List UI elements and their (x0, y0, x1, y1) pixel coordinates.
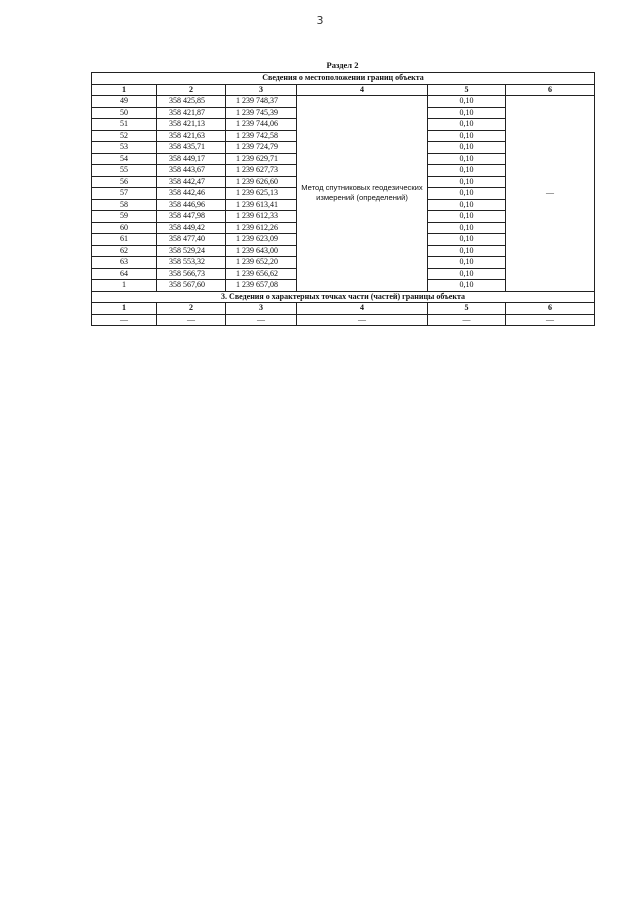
accuracy-cell: 0,10 (428, 234, 506, 246)
x-coordinate-cell: 358 442,46 (157, 188, 226, 200)
point-number-cell: 57 (92, 188, 157, 200)
x-coordinate-cell: 358 442,47 (157, 176, 226, 188)
y-coordinate-cell: 1 239 612,26 (226, 222, 297, 234)
column-header: 2 (157, 84, 226, 96)
column-header: 2 (157, 303, 226, 315)
column-header: 4 (297, 84, 428, 96)
accuracy-cell: 0,10 (428, 153, 506, 165)
y-coordinate-cell: 1 239 627,73 (226, 165, 297, 177)
column-header: 5 (428, 303, 506, 315)
column-header: 3 (226, 84, 297, 96)
accuracy-cell: 0,10 (428, 142, 506, 154)
column-header-row (92, 84, 595, 96)
x-coordinate-cell: 358 566,73 (157, 268, 226, 280)
x-coordinate-cell: 358 567,60 (157, 280, 226, 292)
x-coordinate-cell: 358 421,63 (157, 130, 226, 142)
y-coordinate-cell: 1 239 643,00 (226, 245, 297, 257)
accuracy-cell: 0,10 (428, 199, 506, 211)
section3-value-cell: — (157, 314, 226, 326)
table-row (92, 96, 595, 108)
accuracy-cell: 0,10 (428, 130, 506, 142)
y-coordinate-cell: 1 239 656,62 (226, 268, 297, 280)
section3-value-cell: — (92, 314, 157, 326)
accuracy-cell: 0,10 (428, 165, 506, 177)
column-header: 1 (92, 303, 157, 315)
page-number: 3 (316, 14, 324, 27)
y-coordinate-cell: 1 239 745,39 (226, 107, 297, 119)
boundary-table (91, 72, 595, 326)
point-number-cell: 53 (92, 142, 157, 154)
x-coordinate-cell: 358 449,42 (157, 222, 226, 234)
column-header: 5 (428, 84, 506, 96)
y-coordinate-cell: 1 239 652,20 (226, 257, 297, 269)
point-number-cell: 54 (92, 153, 157, 165)
point-number-cell: 55 (92, 165, 157, 177)
point-number-cell: 64 (92, 268, 157, 280)
x-coordinate-cell: 358 447,98 (157, 211, 226, 223)
section-title: Раздел 2 (326, 60, 359, 70)
point-number-cell: 61 (92, 234, 157, 246)
point-number-cell: 49 (92, 96, 157, 108)
column-header: 6 (506, 84, 595, 96)
accuracy-cell: 0,10 (428, 257, 506, 269)
y-coordinate-cell: 1 239 623,09 (226, 234, 297, 246)
table-title: Сведения о местоположении границ объекта (92, 73, 595, 85)
y-coordinate-cell: 1 239 612,33 (226, 211, 297, 223)
x-coordinate-cell: 358 421,87 (157, 107, 226, 119)
y-coordinate-cell: 1 239 744,06 (226, 119, 297, 131)
accuracy-cell: 0,10 (428, 119, 506, 131)
column-header: 4 (297, 303, 428, 315)
method-cell: Метод спутниковых геодезических измерений (определений) (297, 96, 428, 292)
x-coordinate-cell: 358 553,32 (157, 257, 226, 269)
x-coordinate-cell: 358 425,85 (157, 96, 226, 108)
column-header: 1 (92, 84, 157, 96)
section3-value-cell: — (226, 314, 297, 326)
y-coordinate-cell: 1 239 657,08 (226, 280, 297, 292)
y-coordinate-cell: 1 239 742,58 (226, 130, 297, 142)
point-number-cell: 58 (92, 199, 157, 211)
y-coordinate-cell: 1 239 626,60 (226, 176, 297, 188)
section3-header-row (92, 303, 595, 315)
section3-value-cell: — (506, 314, 595, 326)
accuracy-cell: 0,10 (428, 176, 506, 188)
point-number-cell: 50 (92, 107, 157, 119)
section3-title: 3. Сведения о характерных точках части (частей) границы объекта (92, 291, 595, 303)
x-coordinate-cell: 358 443,67 (157, 165, 226, 177)
column-6-cell: — (506, 96, 595, 292)
point-number-cell: 59 (92, 211, 157, 223)
x-coordinate-cell: 358 421,13 (157, 119, 226, 131)
column-header: 6 (506, 303, 595, 315)
y-coordinate-cell: 1 239 613,41 (226, 199, 297, 211)
accuracy-cell: 0,10 (428, 188, 506, 200)
accuracy-cell: 0,10 (428, 280, 506, 292)
point-number-cell: 52 (92, 130, 157, 142)
point-number-cell: 56 (92, 176, 157, 188)
x-coordinate-cell: 358 529,24 (157, 245, 226, 257)
point-number-cell: 62 (92, 245, 157, 257)
y-coordinate-cell: 1 239 625,13 (226, 188, 297, 200)
y-coordinate-cell: 1 239 724,79 (226, 142, 297, 154)
point-number-cell: 63 (92, 257, 157, 269)
accuracy-cell: 0,10 (428, 245, 506, 257)
accuracy-cell: 0,10 (428, 211, 506, 223)
column-header: 3 (226, 303, 297, 315)
x-coordinate-cell: 358 446,96 (157, 199, 226, 211)
section3-value-cell: — (428, 314, 506, 326)
x-coordinate-cell: 358 435,71 (157, 142, 226, 154)
accuracy-cell: 0,10 (428, 222, 506, 234)
accuracy-cell: 0,10 (428, 268, 506, 280)
accuracy-cell: 0,10 (428, 96, 506, 108)
accuracy-cell: 0,10 (428, 107, 506, 119)
x-coordinate-cell: 358 449,17 (157, 153, 226, 165)
y-coordinate-cell: 1 239 748,37 (226, 96, 297, 108)
x-coordinate-cell: 358 477,40 (157, 234, 226, 246)
section3-value-cell: — (297, 314, 428, 326)
point-number-cell: 60 (92, 222, 157, 234)
point-number-cell: 1 (92, 280, 157, 292)
point-number-cell: 51 (92, 119, 157, 131)
y-coordinate-cell: 1 239 629,71 (226, 153, 297, 165)
section3-value-row (92, 314, 595, 326)
